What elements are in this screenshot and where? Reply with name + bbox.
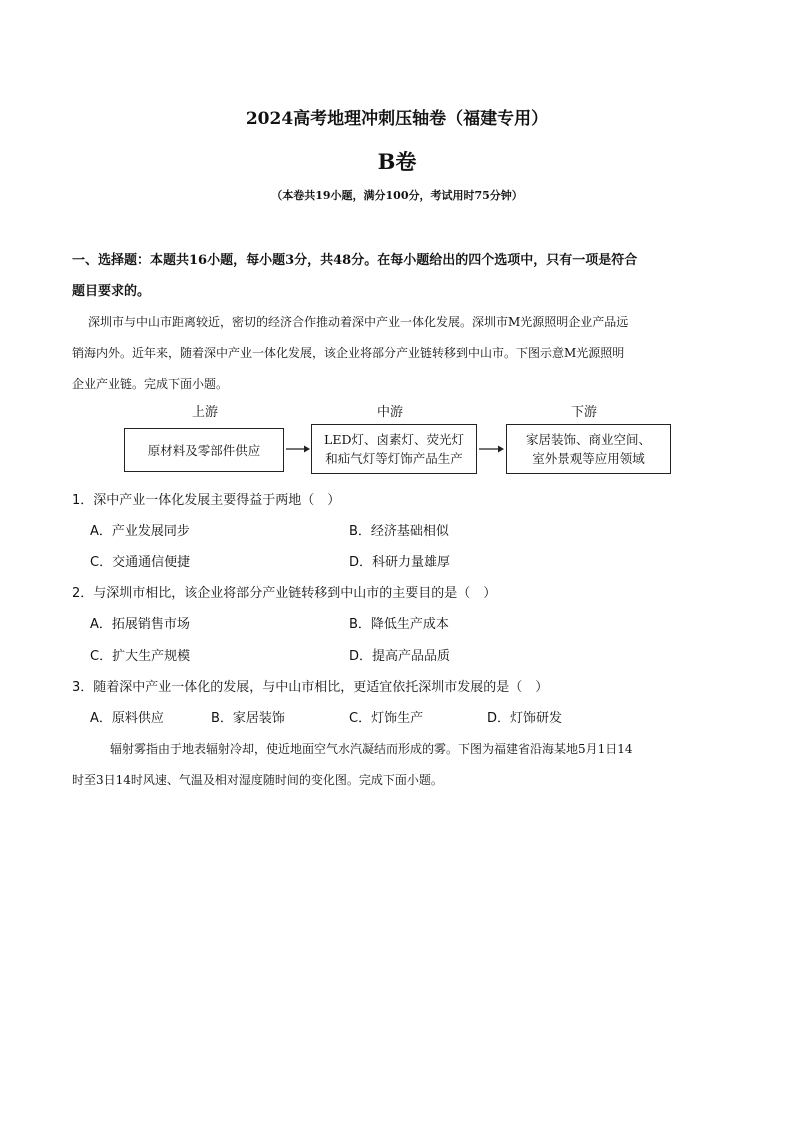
question-1-option-d[interactable]: D．科研力量雄厚 — [349, 555, 451, 570]
question-1-option-b[interactable]: B．经济基础相似 — [349, 524, 449, 539]
passage1-line2: 销海内外。近年来，随着深中产业一体化发展，该企业将部分产业链转移到中山市。下图示意M光源照明 — [72, 346, 625, 360]
question-3-option-d[interactable]: D．灯饰研发 — [487, 711, 563, 726]
exam-title: 2024高考地理冲刺压轴卷（福建专用） — [245, 109, 549, 129]
section-heading-line1: 一、选择题：本题共16小题，每小题3分，共48分。在每小题给出的四个选项中，只有一项是符合 — [72, 253, 638, 268]
passage1-line3: 企业产业链。完成下面小题。 — [72, 377, 229, 391]
flow-box-midstream — [311, 424, 477, 474]
passage1-line1: 深圳市与中山市距离较近，密切的经济合作推动着深中产业一体化发展。深圳市M光源照明企业产品远 — [88, 315, 629, 329]
flow-arrow-1 — [286, 444, 310, 454]
flow-box-upstream-text: 原材料及零部件供应 — [147, 442, 261, 458]
question-3-option-a[interactable]: A．原料供应 — [90, 711, 164, 726]
question-3-option-c[interactable]: C．灯饰生产 — [349, 711, 424, 726]
flow-box-midstream-line2: 和疝气灯等灯饰产品生产 — [325, 451, 463, 466]
question-3-option-b[interactable]: B．家居装饰 — [211, 711, 285, 726]
flow-box-downstream-line2: 室外景观等应用领域 — [532, 451, 645, 466]
flow-label-downstream: 下游 — [570, 405, 597, 420]
exam-subtitle: B卷 — [377, 149, 417, 174]
flow-box-upstream — [124, 428, 284, 472]
passage2-line1: 辐射雾指由于地表辐射冷却，使近地面空气水汽凝结而形成的雾。下图为福建省沿海某地5月1日14 — [110, 742, 633, 756]
flow-label-midstream: 中游 — [376, 405, 403, 420]
section-heading-line2: 题目要求的。 — [72, 284, 151, 299]
question-1-option-a[interactable]: A．产业发展同步 — [90, 524, 190, 539]
flow-arrow-2 — [479, 444, 504, 454]
flow-box-midstream-line1: LED灯、卤素灯、荧光灯 — [324, 432, 464, 447]
flow-box-downstream — [506, 424, 671, 474]
question-2-option-a[interactable]: A．拓展销售市场 — [90, 617, 190, 632]
question-2-option-c[interactable]: C．扩大生产规模 — [90, 649, 191, 664]
question-1-stem: 1．深中产业一体化发展主要得益于两地（ ） — [72, 493, 341, 508]
question-2-stem: 2．与深圳市相比，该企业将部分产业链转移到中山市的主要目的是（ ） — [72, 586, 497, 601]
question-2-option-b[interactable]: B．降低生产成本 — [349, 617, 449, 632]
flow-box-downstream-line1: 家居装饰、商业空间、 — [525, 432, 651, 447]
flow-label-upstream: 上游 — [191, 405, 218, 420]
question-1-option-c[interactable]: C．交通通信便捷 — [90, 555, 191, 570]
passage2-line2: 时至3日14时风速、气温及相对湿度随时间的变化图。完成下面小题。 — [72, 773, 443, 787]
question-3-stem: 3．随着深中产业一体化的发展，与中山市相比，更适宜依托深圳市发展的是（ ） — [72, 680, 549, 695]
exam-note: （本卷共19小题，满分100分，考试用时75分钟） — [271, 189, 523, 202]
question-2-option-d[interactable]: D．提高产品品质 — [349, 649, 451, 664]
